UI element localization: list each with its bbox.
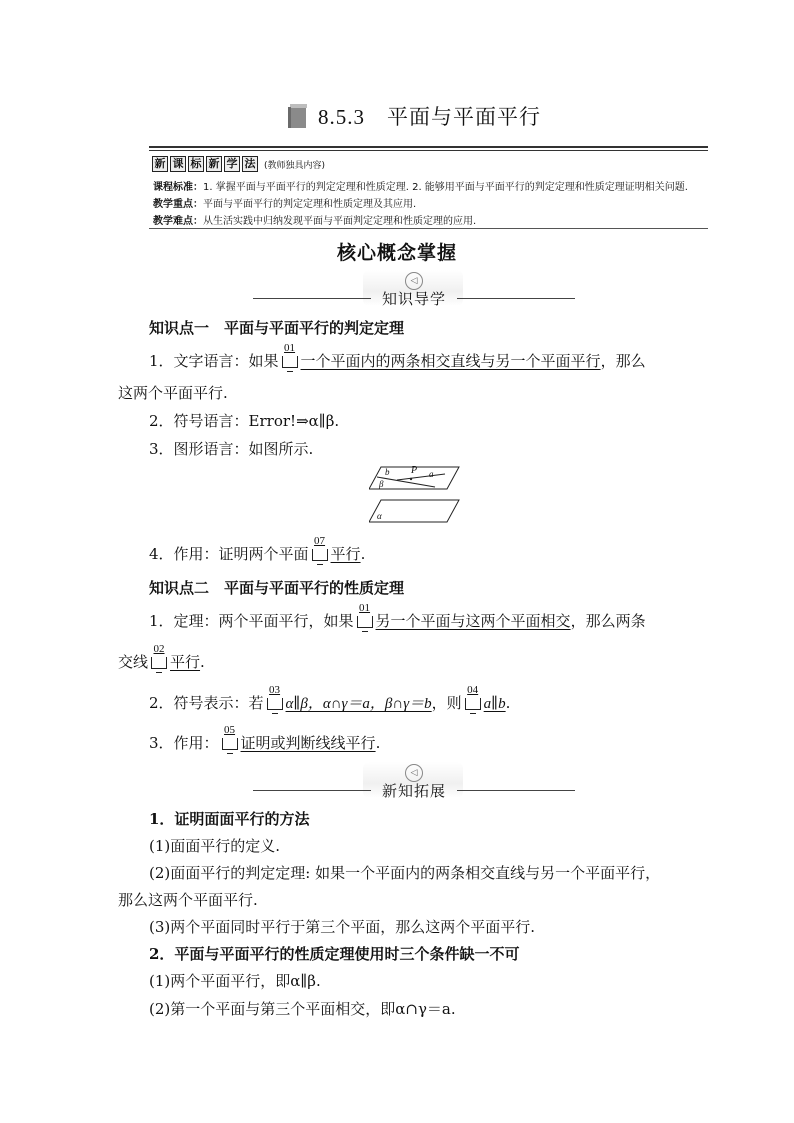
ext-heading-1: 1．证明面面平行的方法 — [149, 810, 310, 828]
tag-char: 法 — [242, 156, 258, 172]
kp2-item1 — [149, 602, 646, 631]
parallel-planes-figure — [369, 465, 461, 527]
blank-number: 04 — [467, 684, 479, 696]
tag-char: 新 — [206, 156, 222, 172]
teaching-difficulty — [153, 212, 476, 227]
ext-line-2-cont: 那么这两个平面平行. — [118, 891, 258, 909]
kp2-item1-cont — [118, 643, 205, 672]
kp2-item2-prefix: 2．符号表示：若 — [149, 694, 264, 712]
kp2-item1-prefix: 1．定理：两个平面平行，如果 — [149, 612, 354, 630]
blank-number: 05 — [224, 724, 236, 736]
figure-label-alpha: α — [377, 511, 382, 521]
kp2-item2-mid: ，则 — [431, 694, 462, 712]
kp1-item4-answer: 平行 — [330, 545, 361, 563]
kp1-item1-prefix: 1．文字语言：如果 — [149, 352, 279, 370]
tag-note: (教师独具内容) — [264, 160, 326, 171]
standard-text: 1. 掌握平面与平面平行的判定定理和性质定理. 2. 能够用平面与平面平行的判定定理和性质定理证明相关问题. — [203, 182, 688, 193]
answer-blank — [464, 684, 482, 712]
kp1-item1 — [149, 342, 646, 371]
figure-label-P: P — [411, 465, 418, 476]
course-standard — [153, 178, 688, 193]
banner-label: 知识导学 — [381, 290, 446, 308]
blank-number: 07 — [314, 535, 326, 547]
difficult-text: 从生活实践中归纳发现平面与平面判定定理和性质定理的应用. — [203, 216, 477, 227]
kp2-item1-cont-suffix: . — [200, 653, 205, 671]
blank-number: 02 — [153, 643, 165, 655]
box-top-rule — [149, 146, 708, 148]
ext-heading-2: 2．平面与平面平行的性质定理使用时三个条件缺一不可 — [149, 945, 520, 963]
tag-char: 标 — [188, 156, 204, 172]
banner-knowledge-guide — [253, 270, 575, 306]
figure-label-a: a — [429, 469, 434, 479]
kp2-item1-suffix: ，那么两条 — [570, 612, 646, 630]
kp1-item3: 3．图形语言：如图所示. — [149, 440, 314, 458]
kp1-item4-suffix: . — [360, 545, 366, 563]
answer-blank — [281, 342, 299, 370]
standard-label: 课程标准： — [153, 182, 203, 193]
kp2-item1-cont-answer: 平行 — [170, 653, 201, 671]
answer-blank — [266, 684, 284, 712]
ext-line-1: (1)面面平行的定义. — [149, 837, 281, 855]
kp2-item2-answer2: a∥b — [483, 696, 506, 712]
answer-blank — [311, 535, 329, 563]
ext-line-5: (2)第一个平面与第三个平面相交，即α∩γ＝a. — [149, 1000, 456, 1018]
difficult-label: 教学难点： — [153, 216, 203, 227]
kp2-item3-answer: 证明或判断线线平行 — [240, 734, 376, 752]
kp2-item1-cont-prefix: 交线 — [118, 653, 149, 671]
blank-number: 03 — [269, 684, 281, 696]
box-top-rule-thin — [149, 150, 708, 151]
section-title: 核心概念掌握 — [336, 242, 457, 264]
answer-blank — [356, 602, 374, 630]
kp2-item2 — [149, 684, 511, 713]
answer-blank — [221, 724, 239, 752]
banner-emblem-icon: ◁ — [405, 272, 423, 290]
kp2-item2-answer: α∥β，α∩γ＝a，β∩γ＝b — [285, 696, 432, 712]
kp2-heading: 知识点二 平面与平面平行的性质定理 — [149, 579, 405, 597]
answer-blank — [150, 643, 168, 671]
kp1-item2: 2．符号语言：Error!⇒α∥β. — [149, 412, 340, 430]
banner-emblem-icon: ◁ — [405, 764, 423, 782]
ext-line-2: (2)面面平行的判定定理: 如果一个平面内的两条相交直线与另一个平面平行， — [149, 864, 661, 882]
kp1-heading: 知识点一 平面与平面平行的判定定理 — [149, 319, 405, 337]
kp2-item2-suffix: . — [505, 694, 511, 712]
tag-char: 新 — [152, 156, 168, 172]
course-tag — [152, 156, 325, 172]
page-title: 8.5.3 平面与平面平行 — [318, 105, 541, 129]
tag-char: 学 — [224, 156, 240, 172]
kp2-item3-prefix: 3．作用： — [149, 734, 219, 752]
box-bottom-rule — [149, 228, 708, 229]
teaching-key — [153, 195, 416, 210]
blank-number: 01 — [359, 602, 371, 614]
ext-line-4: (1)两个平面平行，即α∥β. — [149, 972, 321, 990]
kp2-item3-suffix: . — [375, 734, 381, 752]
banner-label: 新知拓展 — [381, 782, 446, 800]
kp1-item1-answer: 一个平面内的两条相交直线与另一个平面平行 — [300, 352, 601, 370]
ext-line-3: (3)两个平面同时平行于第三个平面，那么这两个平面平行. — [149, 918, 536, 936]
kp1-item1-suffix: ，那么 — [600, 352, 646, 370]
title-row — [286, 98, 541, 134]
key-label: 教学重点： — [153, 199, 203, 210]
tag-char: 课 — [170, 156, 186, 172]
kp2-item3 — [149, 724, 381, 753]
blank-number: 01 — [284, 342, 296, 354]
kp1-item1-cont: 这两个平面平行. — [118, 384, 228, 402]
key-text: 平面与平面平行的判定定理和性质定理及其应用. — [203, 199, 417, 210]
figure-label-b: b — [385, 467, 390, 477]
kp1-item4-prefix: 4．作用：证明两个平面 — [149, 545, 309, 563]
banner-new-knowledge — [253, 762, 575, 798]
kp2-item1-answer: 另一个平面与这两个平面相交 — [375, 612, 571, 630]
kp1-item4 — [149, 535, 366, 564]
figure-label-beta: β — [379, 479, 384, 489]
book-icon — [286, 103, 308, 129]
